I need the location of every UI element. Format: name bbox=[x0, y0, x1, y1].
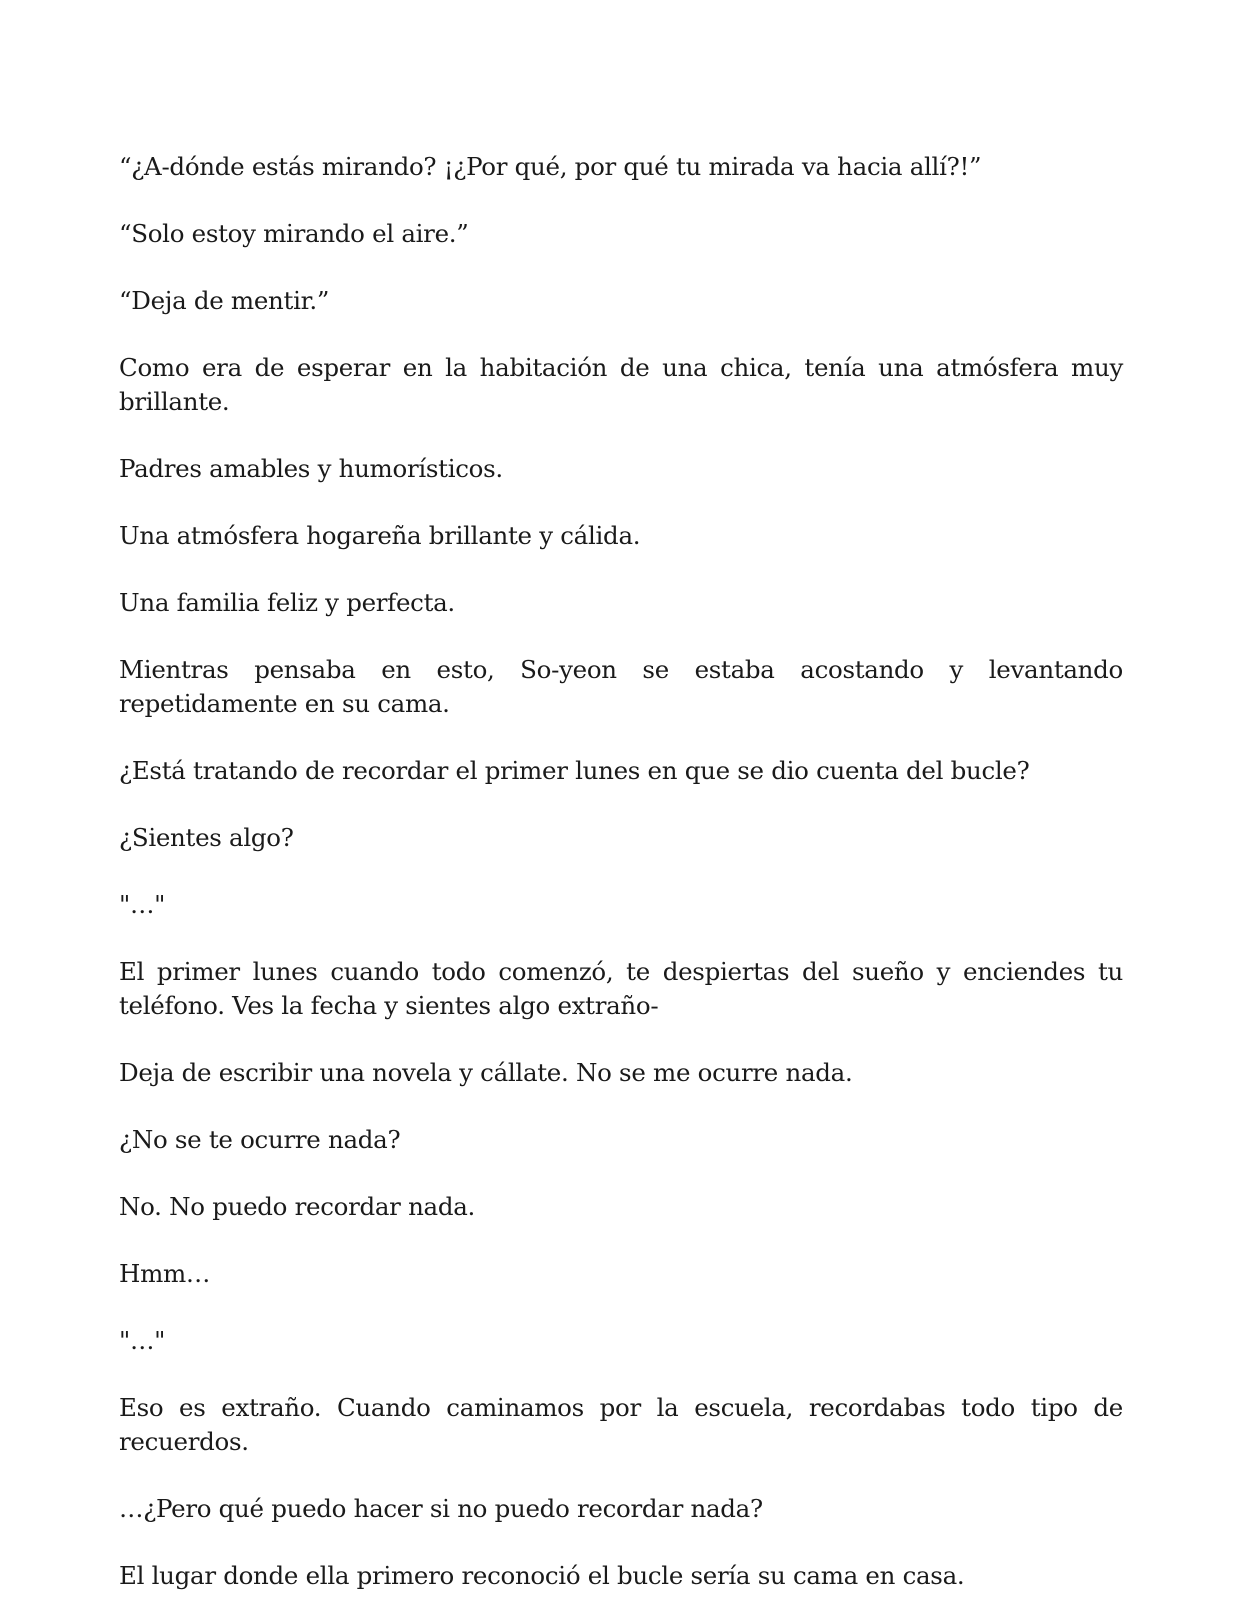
paragraph: Eso es extraño. Cuando caminamos por la escuela, recordabas todo tipo de recuerdos. bbox=[119, 1393, 1123, 1456]
paragraph: Hmm… bbox=[119, 1259, 211, 1288]
paragraph: El primer lunes cuando todo comenzó, te despiertas del sueño y enciendes tu teléfono. Ves la fecha y sientes algo extraño- bbox=[119, 957, 1123, 1020]
paragraph: …¿Pero qué puedo hacer si no puedo recordar nada? bbox=[119, 1494, 763, 1523]
paragraph: Padres amables y humorísticos. bbox=[119, 454, 503, 483]
paragraph: No. No puedo recordar nada. bbox=[119, 1192, 476, 1221]
paragraph: ¿No se te ocurre nada? bbox=[119, 1125, 401, 1154]
paragraph: “¿A-dónde estás mirando? ¡¿Por qué, por qué tu mirada va hacia allí?!” bbox=[119, 152, 982, 181]
paragraph: Deja de escribir una novela y cállate. No se me ocurre nada. bbox=[119, 1058, 853, 1087]
paragraph: Como era de esperar en la habitación de una chica, tenía una atmósfera muy brillante. bbox=[119, 353, 1123, 416]
paragraph: ¿Está tratando de recordar el primer lunes en que se dio cuenta del bucle? bbox=[119, 756, 1030, 785]
paragraph: Mientras pensaba en esto, So-yeon se estaba acostando y levantando repetidamente en su cama. bbox=[119, 655, 1123, 718]
paragraph: ¿Sientes algo? bbox=[119, 823, 294, 852]
paragraph: "…" bbox=[119, 1326, 166, 1355]
paragraph: Una atmósfera hogareña brillante y cálida. bbox=[119, 521, 641, 550]
paragraph: El lugar donde ella primero reconoció el bucle sería su cama en casa. bbox=[119, 1561, 965, 1590]
document-body bbox=[119, 150, 1123, 1617]
paragraph: "…" bbox=[119, 890, 166, 919]
paragraph: “Solo estoy mirando el aire.” bbox=[119, 219, 469, 248]
paragraph: “Deja de mentir.” bbox=[119, 286, 330, 315]
paragraph: Una familia feliz y perfecta. bbox=[119, 588, 455, 617]
